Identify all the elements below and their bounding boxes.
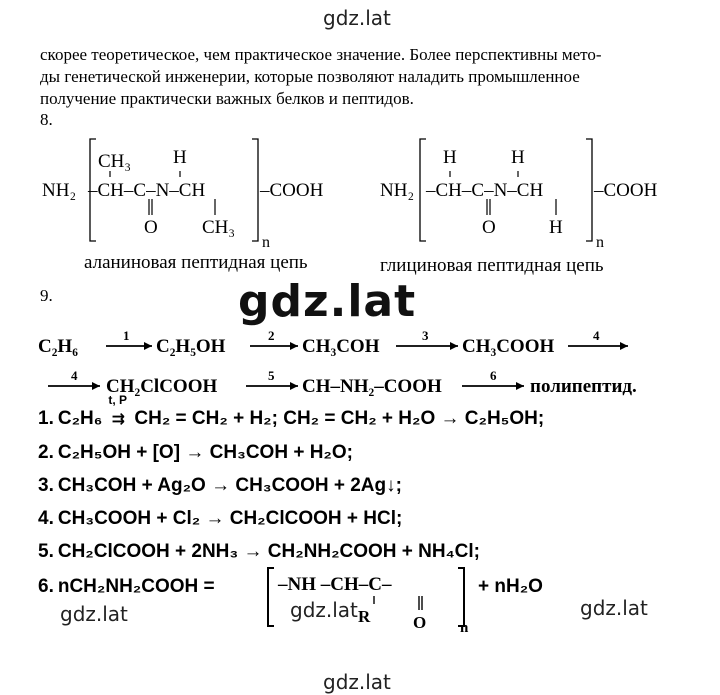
reaction-6-polymer — [262, 560, 472, 634]
scheme-product: полипептид. — [530, 376, 637, 397]
watermark-inline: gdz.lat — [290, 598, 358, 622]
reaction-6-r: R — [358, 607, 371, 626]
scheme-ch3coh: CH₃COH — [302, 336, 380, 357]
scheme-c2h5oh: C₂H₅OH — [156, 336, 226, 357]
glycine-top-h2: H — [511, 147, 525, 168]
arrow-4-label: 4 — [593, 328, 600, 343]
watermark-center: gdz.lat — [238, 276, 417, 327]
alanine-left-group: NH₂ — [42, 180, 77, 201]
scheme-ch2clcooh: CH₂ClCOOH — [106, 376, 218, 397]
scheme-glycine: CH–NH₂–COOH — [302, 376, 442, 397]
glycine-top-h1: H — [443, 147, 457, 168]
watermark-bottom: gdz.lat — [323, 670, 391, 694]
alanine-chain: –CH–C–N–CH — [88, 180, 206, 201]
alanine-tail: –COOH — [260, 180, 324, 201]
glycine-left-group: NH₂ — [380, 180, 415, 201]
reaction-6-chain: –NH –CH–C– — [278, 574, 392, 595]
reaction-3-num: 3. — [38, 475, 54, 496]
task9-number: 9. — [40, 286, 53, 305]
glycine-caption: глициновая пептидная цепь — [380, 255, 604, 276]
arrow-4b-label: 4 — [71, 368, 78, 383]
reaction-1-arrow: ⇉ t, P — [108, 393, 128, 428]
scheme-line-2 — [38, 366, 718, 400]
reaction-6-index: n — [460, 620, 469, 634]
reaction-3 — [38, 475, 402, 497]
arrow-1-label: 1 — [123, 328, 130, 343]
reaction-2-text: C₂H₅OH + [O] → CH₃COH + H₂O; — [57, 442, 353, 463]
paragraph-line-3: получение практически важных белков и пептидов. — [40, 89, 414, 108]
reaction-1-conditions: t, P — [108, 393, 128, 407]
reaction-4-num: 4. — [38, 508, 54, 529]
task8-number: 8. — [40, 110, 53, 129]
scheme-ch3cooh: CH₃COOH — [462, 336, 555, 357]
reaction-3-text: CH₃COH + Ag₂O → CH₃COOH + 2Ag↓; — [57, 475, 402, 496]
reaction-6-byproduct: + nH₂O — [478, 576, 543, 597]
glycine-structure — [368, 125, 688, 250]
arrow-5-label: 5 — [268, 368, 275, 383]
reaction-4-text: CH₃COOH + Cl₂ → CH₂ClCOOH + HCl; — [57, 508, 403, 529]
reaction-1-num: 1. — [38, 408, 54, 429]
glycine-bottom-h: H — [549, 217, 563, 238]
alanine-index: n — [262, 234, 270, 250]
reaction-2 — [38, 442, 353, 464]
reaction-4 — [38, 508, 402, 530]
glycine-tail: –COOH — [594, 180, 658, 201]
watermark-right: gdz.lat — [580, 596, 648, 620]
reaction-5-num: 5. — [38, 541, 54, 562]
glycine-chain: –CH–C–N–CH — [426, 180, 544, 201]
scheme-line-1 — [38, 326, 718, 360]
reaction-1-reactant: C₂H₆ — [57, 408, 103, 429]
glycine-bottom-o: O — [482, 217, 496, 238]
alanine-bottom-o: O — [144, 217, 158, 238]
reaction-1-products: CH₂ = CH₂ + H₂; CH₂ = CH₂ + H₂O → C₂H₅OH; — [134, 408, 545, 429]
reaction-5-text: CH₂ClCOOH + 2NH₃ → CH₂NH₂COOH + NH₄Cl; — [57, 541, 480, 562]
glycine-index: n — [596, 234, 604, 250]
arrow-3-label: 3 — [422, 328, 429, 343]
alanine-structure — [30, 125, 350, 250]
reaction-6-o: O — [413, 613, 427, 632]
alanine-top-ch3: CH₃ — [98, 151, 132, 172]
reaction-6-num: 6. — [38, 576, 54, 597]
arrow-2-label: 2 — [268, 328, 275, 343]
watermark-left: gdz.lat — [60, 602, 128, 626]
reaction-1 — [38, 393, 545, 430]
watermark-top: gdz.lat — [323, 6, 391, 30]
reaction-6-left — [38, 576, 215, 598]
alanine-bottom-ch3: CH₃ — [202, 217, 236, 238]
alanine-caption: аланиновая пептидная цепь — [84, 252, 308, 273]
reaction-6-reactant: nCH₂NH₂COOH = — [57, 576, 215, 597]
alanine-top-h: H — [173, 147, 187, 168]
reaction-2-num: 2. — [38, 442, 54, 463]
scheme-c2h6: C₂H₆ — [38, 336, 78, 357]
arrow-6-label: 6 — [490, 368, 497, 383]
paragraph-line-2: ды генетической инженерии, которые позволяют наладить промышленное — [40, 67, 580, 86]
paragraph-line-1: скорее теоретическое, чем практическое значение. Более перспективны мето- — [40, 45, 602, 64]
